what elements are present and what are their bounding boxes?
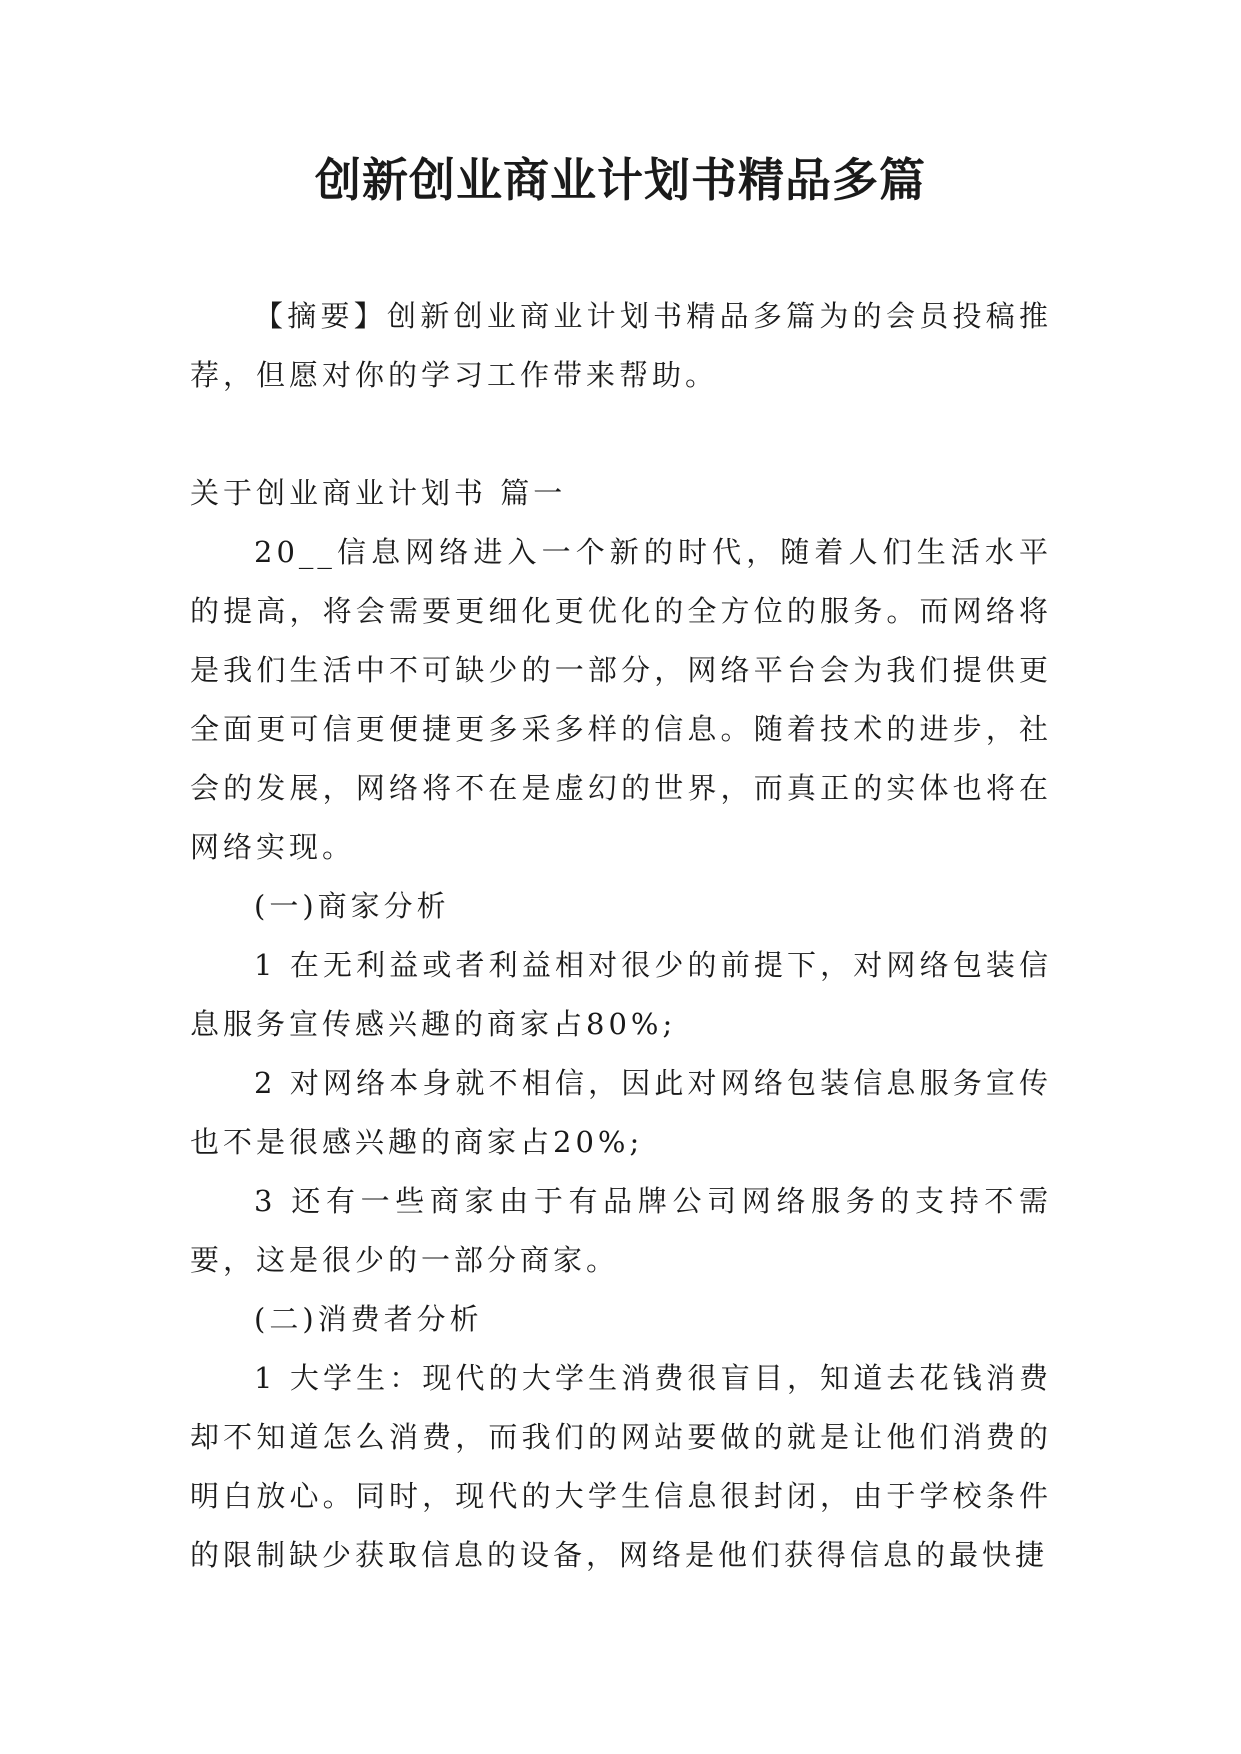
subsection-heading: (二)消费者分析 — [254, 1302, 483, 1336]
list-item: 3 还有一些商家由于有品牌公司网络服务的支持不需要，这是很少的一部分商家。 — [190, 1184, 1052, 1277]
list-item: 1 大学生：现代的大学生消费很盲目，知道去花钱消费却不知道怎么消费，而我们的网站要做的就是让他们消费的明白放心。同时，现代的大学生信息很封闭，由于学校条件的限制缺少获取信息的设备，网络是他们获得信息的最快捷 — [190, 1361, 1052, 1572]
subsection-heading: (一)商家分析 — [254, 889, 450, 923]
section-heading: 关于创业商业计划书 篇一 — [190, 476, 567, 510]
abstract-paragraph: 【摘要】创新创业商业计划书精品多篇为的会员投稿推荐，但愿对你的学习工作带来帮助。 — [190, 299, 1052, 392]
document-body — [190, 287, 1052, 1585]
body-paragraph: 20__信息网络进入一个新的时代，随着人们生活水平的提高，将会需要更细化更优化的全方位的服务。而网络将是我们生活中不可缺少的一部分，网络平台会为我们提供更全面更可信更便捷更多采多样的信息。随着技术的进步，社会的发展，网络将不在是虚幻的世界，而真正的实体也将在网络实现。 — [190, 535, 1052, 864]
list-item: 2 对网络本身就不相信，因此对网络包装信息服务宣传也不是很感兴趣的商家占20%; — [190, 1066, 1052, 1159]
list-item: 1 在无利益或者利益相对很少的前提下，对网络包装信息服务宣传感兴趣的商家占80%; — [190, 948, 1052, 1041]
document-title: 创新创业商业计划书精品多篇 — [315, 153, 926, 207]
